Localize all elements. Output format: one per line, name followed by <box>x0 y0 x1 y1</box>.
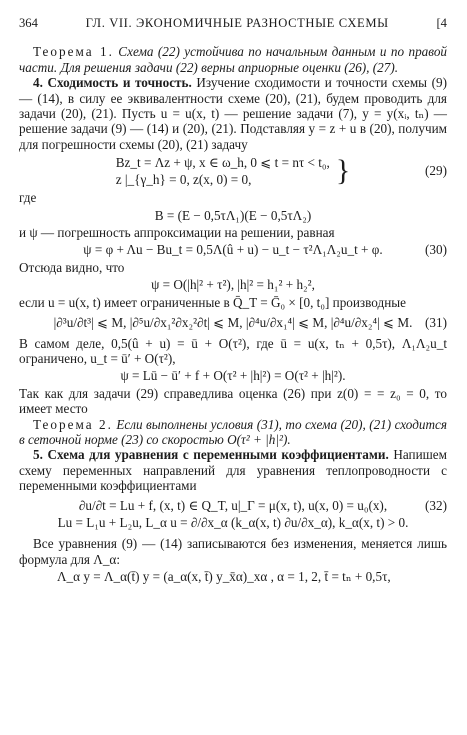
equation-lambda: Λ_α y = Λ_α(t̄) y = (a_α(x, t̄) y_x̄α)_xα , α = 1, 2, t̄ = tₙ + 0,5τ, <box>57 569 391 585</box>
section-5-heading: 5. Схема для уравнения с переменными коэффициентами. <box>33 447 389 463</box>
section-4-paragraph-3: Отсюда видно, что <box>19 259 125 275</box>
equation-31 <box>19 315 447 330</box>
equation-B: B = (E − 0,5τΛ₁)(E − 0,5τΛ₂) <box>154 207 312 223</box>
section-4-heading: 4. Сходимость и точность. <box>33 75 192 91</box>
section-4-paragraph-6: Так как для задачи (29) справедлива оценка (26) при z(0) = = z₀ = 0, то имеет место <box>19 385 447 417</box>
equation-29 <box>19 154 447 188</box>
section-4-paragraph-2: и ψ — погрешность аппроксимации на решении, равная <box>19 225 335 241</box>
section-5-paragraph-1: Напишем схему переменных направлений для уравнения теплопроводности с переменными коэффициентами <box>19 447 447 494</box>
header-mark: [4 <box>436 16 447 30</box>
section-5-paragraph-2: Все уравнения (9) — (14) записываются без изменения, меняется лишь формула для Λ_α: <box>19 536 447 567</box>
equation-order: ψ = O(|h|² + τ²), |h|² = h₁² + h₂², <box>151 277 315 293</box>
equation-30-number: (30) <box>425 242 447 258</box>
equation-psi: ψ = Lū − ū′ + f + O(τ² + |h|²) = O(τ² + |h|²). <box>120 368 346 384</box>
equation-29-number: (29) <box>425 163 447 179</box>
equation-32-number: (32) <box>425 497 447 513</box>
equation-32 <box>19 498 447 513</box>
equation-29-line-2: z |_{γ_h} = 0, z(x, 0) = 0, <box>115 172 252 188</box>
theorem-2 <box>19 417 447 448</box>
brace-icon: } <box>335 154 351 188</box>
where-label: где <box>19 190 37 206</box>
equation-32-line-1: ∂u/∂t = Lu + f, (x, t) ∈ Q_T, u|_Γ = μ(x, t), u(x, 0) = u₀(x), <box>78 497 388 513</box>
section-4-intro <box>19 75 447 152</box>
equation-32-line-2: Lu = L₁u + L₂u, L_α u = ∂/∂x_α (k_α(x, t) ∂u/∂x_α), k_α(x, t) > 0. <box>57 514 409 530</box>
theorem-1 <box>19 44 447 75</box>
equation-31-body: |∂³u/∂t³| ⩽ M, |∂⁵u/∂x₁²∂x₂²∂t| ⩽ M, |∂⁴u/∂x₁⁴| ⩽ M, |∂⁴u/∂x₂⁴| ⩽ M. <box>53 315 413 331</box>
section-4-paragraph-1: Изучение сходимости и точности схемы (9) — (14), в силу ее эквивалентности схеме (20), (21), будем проводить для задачи (20), (21). Пусть u = u(x, t) — решение задачи (7), y = y(xᵢ, tₙ) — решение задачи (9) — (14) и (20), (21). Подставляя y = z + u в (20), получим для погрешности схемы (20), (21) задачу <box>19 75 447 152</box>
section-5-intro <box>19 447 447 493</box>
equation-31-number: (31) <box>425 315 447 331</box>
theorem-1-label: Теорема 1. <box>33 44 114 60</box>
theorem-2-text: Если выполнены условия (31), то схема (20), (21) сходится в сеточной норме (23) со скоростью O(τ² + |h|²). <box>19 416 447 447</box>
equation-29-line-1: Bz_t = Λz + ψ, x ∈ ω_h, 0 ⩽ t = nτ < t₀, <box>115 155 330 171</box>
equation-30-body: ψ = φ + Λu − Bu_t = 0,5Λ(û + u) − u_t − τ²Λ₁Λ₂u_t + φ. <box>83 242 383 258</box>
equation-30 <box>19 242 447 257</box>
theorem-1-text: Схема (22) устойчива по начальным данным и по правой части. Для решения задачи (22) верны априорные оценки (26), (27). <box>19 44 448 75</box>
section-4-paragraph-4: если u = u(x, t) имеет ограниченные в Q̄_T = Ḡ₀ × [0, t₀] производные <box>19 294 406 310</box>
running-header <box>19 16 447 31</box>
chapter-title: ГЛ. VII. ЭКОНОМИЧНЫЕ РАЗНОСТНЫЕ СХЕМЫ <box>85 16 389 30</box>
page-number: 364 <box>19 16 38 30</box>
theorem-2-label: Теорема 2. <box>33 416 113 432</box>
section-4-paragraph-5: В самом деле, 0,5(û + u) = ū + O(τ²), где ū = u(x, tₙ + 0,5τ), Λ₁Λ₂u_t ограничено, u_t = ū′ + O(τ²), <box>19 335 447 366</box>
